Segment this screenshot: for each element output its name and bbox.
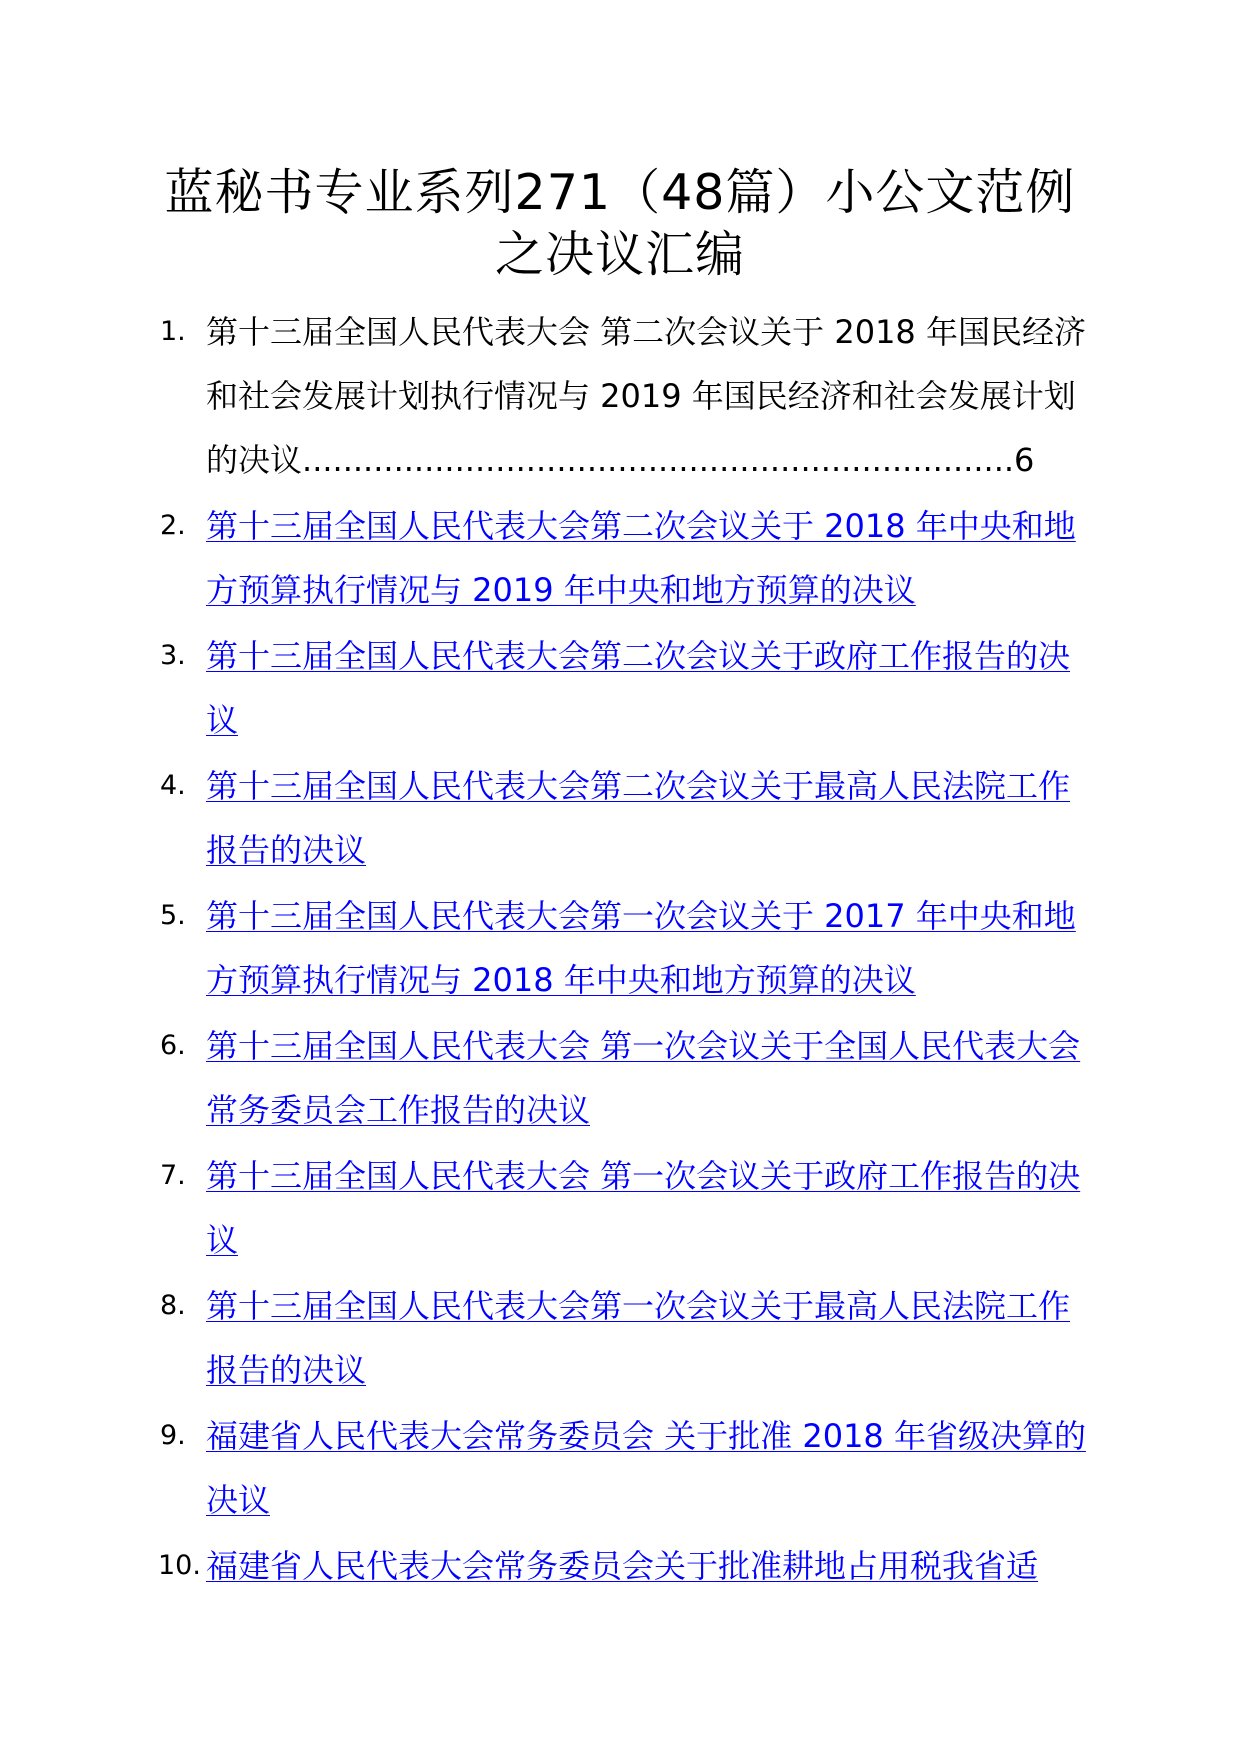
toc-item-number: 6. <box>160 1030 186 1061</box>
toc-item-3[interactable] <box>150 624 1100 752</box>
toc-item-number: 5. <box>160 900 186 931</box>
toc-item-6[interactable] <box>150 1014 1100 1142</box>
toc-item-7[interactable] <box>150 1144 1100 1272</box>
toc-item-5[interactable] <box>150 884 1100 1012</box>
toc-item-link[interactable]: 第十三届全国人民代表大会第二次会议关于 2018 年中央和地方预算执行情况与 2019 年中央和地方预算的决议 <box>206 507 1076 609</box>
toc-item-link[interactable]: 福建省人民代表大会常务委员会关于批准耕地占用税我省适 <box>206 1547 1039 1585</box>
toc-item-number: 4. <box>160 770 186 801</box>
toc-item-number: 9. <box>160 1420 186 1451</box>
toc-item-number: 2. <box>160 510 186 541</box>
toc-page-number: 6 <box>1014 441 1035 479</box>
toc-item-link[interactable]: 第十三届全国人民代表大会第一次会议关于 2017 年中央和地方预算执行情况与 2018 年中央和地方预算的决议 <box>206 897 1076 999</box>
toc-item-10[interactable] <box>150 1534 1100 1598</box>
toc-item-8[interactable] <box>150 1274 1100 1402</box>
toc-item-link[interactable]: 第十三届全国人民代表大会第二次会议关于政府工作报告的决议 <box>206 637 1071 739</box>
toc-item-link[interactable]: 第十三届全国人民代表大会 第一次会议关于全国人民代表大会常务委员会工作报告的决议 <box>206 1027 1081 1129</box>
toc-item-number: 7. <box>160 1160 186 1191</box>
table-of-contents <box>150 300 1100 1600</box>
toc-item-2[interactable] <box>150 494 1100 622</box>
toc-item-link[interactable]: 福建省人民代表大会常务委员会 关于批准 2018 年省级决算的决议 <box>206 1417 1086 1519</box>
toc-item-link[interactable]: 第十三届全国人民代表大会第二次会议关于最高人民法院工作报告的决议 <box>206 767 1071 869</box>
toc-item-number: 10. <box>158 1550 201 1581</box>
document-title: 蓝秘书专业系列271（48篇）小公文范例之决议汇编 <box>164 164 1076 283</box>
toc-item-9[interactable] <box>150 1404 1100 1532</box>
toc-item-number: 1. <box>160 316 186 347</box>
toc-item-number: 3. <box>160 640 186 671</box>
toc-item-title[interactable]: 第十三届全国人民代表大会 第二次会议关于 2018 年国民经济和社会发展计划执行情况与 2019 年国民经济和社会发展计划的决议 <box>206 313 1086 479</box>
toc-item-link[interactable]: 第十三届全国人民代表大会 第一次会议关于政府工作报告的决议 <box>206 1157 1081 1259</box>
toc-leader-dots: ...................................................................... <box>302 441 1015 479</box>
toc-item-4[interactable] <box>150 754 1100 882</box>
toc-item-1[interactable] <box>150 300 1100 492</box>
toc-item-number: 8. <box>160 1290 186 1321</box>
toc-item-link[interactable]: 第十三届全国人民代表大会第一次会议关于最高人民法院工作报告的决议 <box>206 1287 1071 1389</box>
